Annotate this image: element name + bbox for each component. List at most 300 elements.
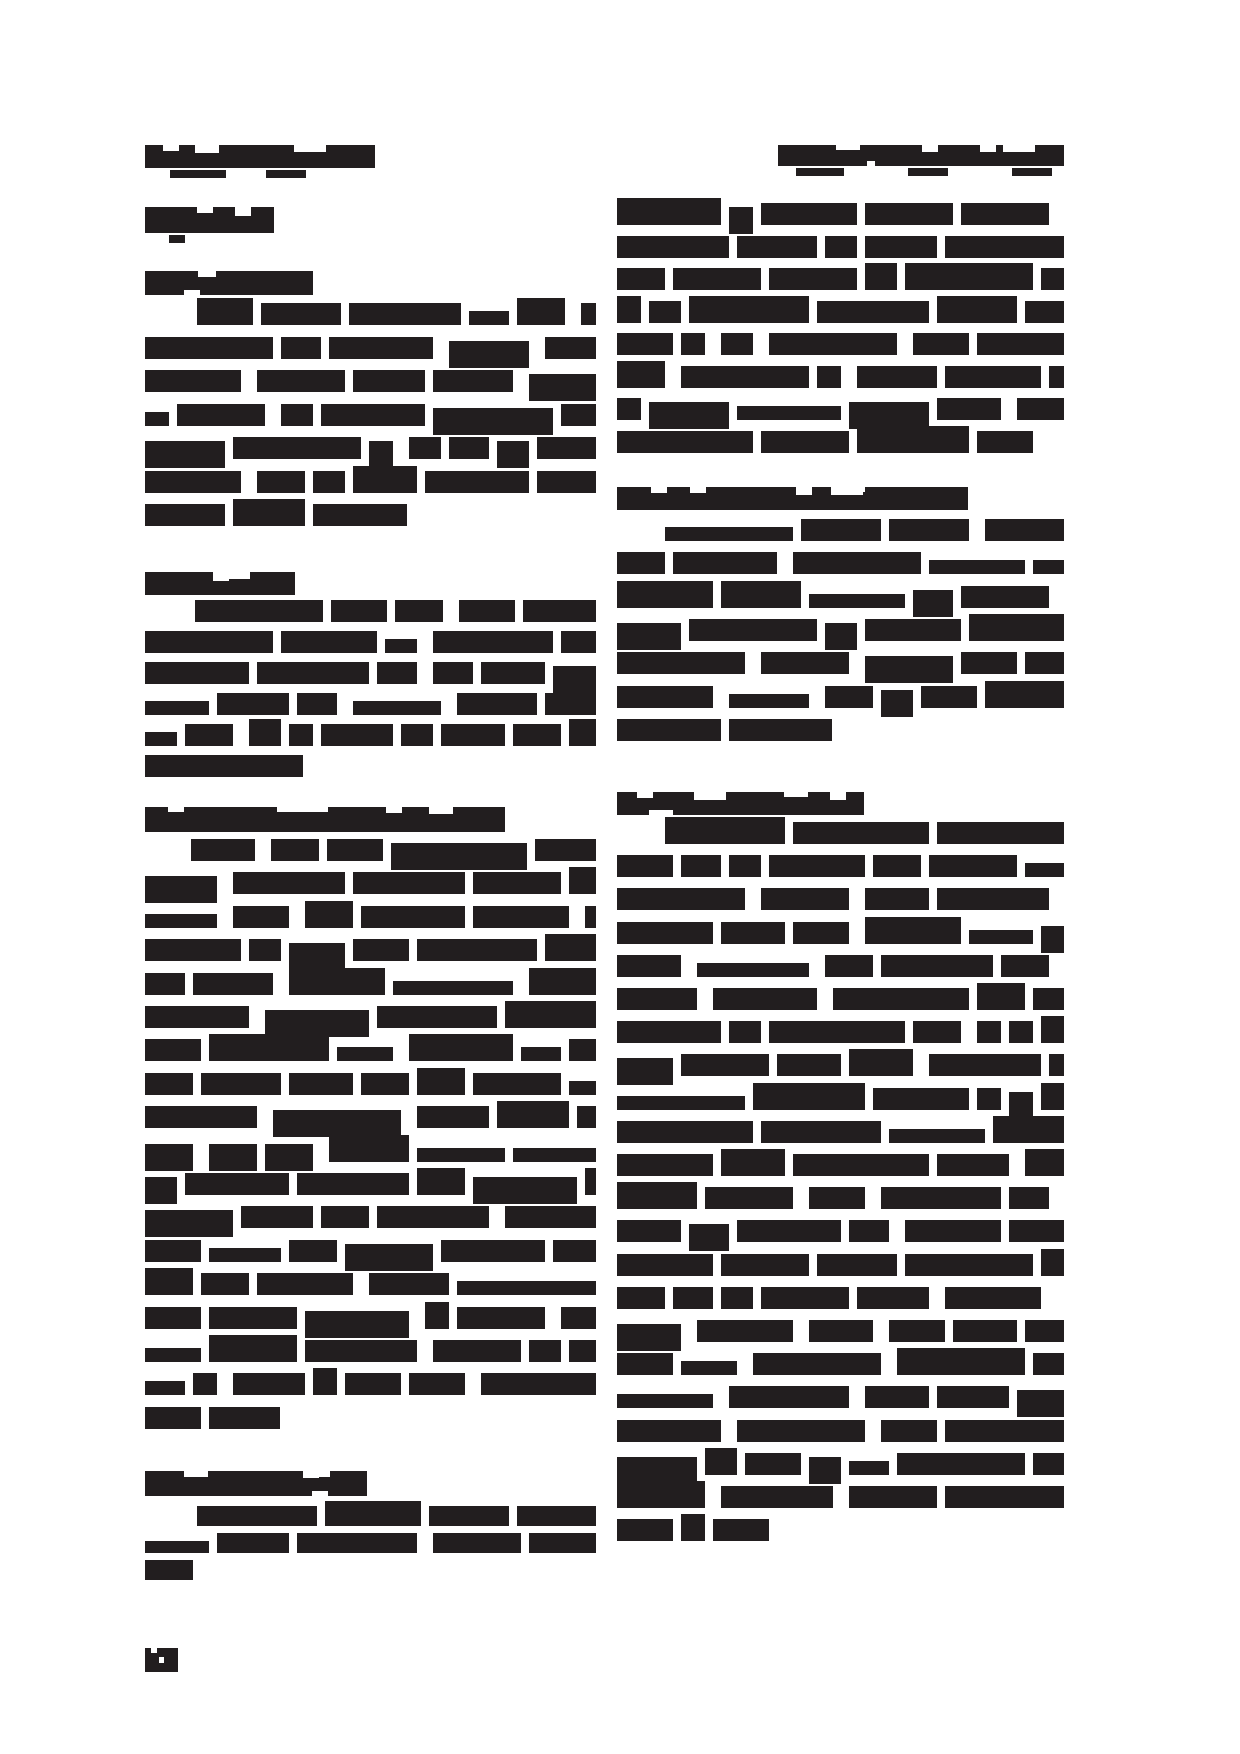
mosaic-ink-segment [617, 855, 673, 877]
mosaic-ink-segment [745, 1453, 801, 1475]
mosaic-ink-segment [617, 398, 641, 420]
heading-notch [637, 792, 653, 798]
mosaic-ink-segment [705, 1448, 737, 1475]
mosaic-ink-segment [897, 1348, 1025, 1375]
mosaic-ink-segment [681, 366, 809, 388]
mosaic-ink-segment [305, 901, 353, 928]
mosaic-ink-segment [401, 724, 433, 746]
mosaic-ink-segment [689, 1224, 729, 1251]
mosaic-ink-segment [535, 839, 596, 861]
mosaic-ink-segment [417, 939, 537, 961]
mosaic-ink-segment [201, 1273, 249, 1295]
mosaic-ink-segment [257, 370, 345, 392]
mosaic-ink-segment [617, 581, 713, 608]
mosaic-ink-segment [977, 983, 1025, 1010]
mosaic-ink-segment [145, 1307, 201, 1329]
mosaic-ink-segment [705, 1187, 793, 1209]
mosaic-ink-segment [617, 333, 673, 355]
mosaic-ink-segment [673, 268, 761, 290]
paragraph-1-right-line [617, 203, 1064, 225]
paragraph-1-right-line [617, 366, 1064, 388]
mosaic-ink-segment [369, 441, 393, 468]
mosaic-ink-segment [617, 652, 745, 674]
mosaic-ink-segment [417, 1068, 465, 1095]
mosaic-ink-segment [905, 1220, 1001, 1242]
mosaic-ink-segment [617, 1457, 697, 1484]
heading-notch [784, 792, 808, 797]
mosaic-ink-segment [195, 600, 323, 622]
mosaic-ink-segment [825, 955, 873, 977]
mosaic-ink-segment [937, 888, 1049, 910]
mosaic-ink-segment [369, 1273, 449, 1295]
heading-notch [980, 145, 996, 152]
mosaic-ink-segment [145, 441, 225, 468]
mosaic-ink-segment [585, 1168, 596, 1195]
mosaic-ink-segment [617, 1287, 665, 1309]
mosaic-ink-segment [433, 408, 553, 435]
mosaic-ink-segment [353, 872, 465, 894]
paragraph-1-right-line [617, 333, 1064, 355]
mosaic-ink-segment [257, 471, 305, 493]
mosaic-ink-segment [617, 1058, 673, 1085]
mosaic-ink-segment [929, 560, 1025, 574]
mosaic-ink-segment [417, 1168, 465, 1195]
mosaic-ink-segment [977, 1088, 1001, 1110]
heading-notch [1003, 145, 1035, 152]
paragraph-2-right-line [617, 552, 1064, 574]
mosaic-ink-segment [809, 1187, 865, 1209]
mosaic-ink-segment [265, 1144, 313, 1171]
mosaic-ink-segment [889, 1129, 985, 1143]
mosaic-ink-segment [937, 296, 1017, 323]
mosaic-ink-segment [753, 1083, 865, 1110]
mosaic-ink-segment [265, 1010, 369, 1037]
mosaic-ink-segment [201, 1073, 281, 1095]
mosaic-ink-segment [1041, 1249, 1064, 1276]
mosaic-ink-segment [331, 600, 387, 622]
mosaic-ink-segment [433, 662, 473, 684]
mosaic-ink-segment [873, 1088, 969, 1110]
mosaic-ink-segment [849, 1049, 913, 1076]
mosaic-ink-segment [281, 631, 377, 653]
mosaic-ink-segment [505, 1206, 596, 1228]
mosaic-ink-segment [377, 1006, 497, 1028]
mosaic-ink-segment [721, 922, 785, 944]
mosaic-ink-segment [1009, 1220, 1064, 1242]
mosaic-ink-segment [433, 370, 513, 392]
mosaic-ink-segment [913, 1021, 961, 1043]
mosaic-ink-segment [833, 988, 969, 1010]
mosaic-ink-segment [505, 1001, 596, 1028]
mosaic-ink-segment [145, 662, 249, 684]
mosaic-ink-segment [353, 466, 417, 493]
heading-notch [694, 792, 726, 800]
mosaic-ink-segment [849, 402, 929, 429]
mosaic-ink-segment [177, 404, 265, 426]
mosaic-ink-segment [289, 1073, 353, 1095]
paragraph-2-right-line [617, 719, 832, 741]
mosaic-ink-segment [617, 552, 665, 574]
mosaic-ink-segment [289, 1240, 337, 1262]
mosaic-ink-segment [241, 1206, 313, 1228]
mosaic-ink-segment [271, 839, 319, 861]
descender-pixels [170, 170, 226, 178]
mosaic-ink-segment [409, 437, 441, 459]
paragraph-2-right-line [665, 519, 1064, 541]
paragraph-3-left-line [145, 1340, 596, 1362]
mosaic-ink-segment [1033, 1353, 1064, 1375]
paragraph-3-right-line [665, 822, 1064, 844]
mosaic-ink-segment [473, 906, 569, 928]
paragraph-3-left-line [145, 973, 596, 995]
mosaic-ink-segment [617, 1394, 713, 1408]
mosaic-ink-segment [1041, 1016, 1064, 1043]
mosaic-ink-segment [561, 404, 596, 426]
mosaic-ink-segment [1009, 1021, 1033, 1043]
mosaic-ink-segment [825, 623, 857, 650]
mosaic-ink-segment [913, 590, 953, 617]
paragraph-3-left-line [145, 1206, 596, 1228]
mosaic-ink-segment [617, 1096, 745, 1110]
mosaic-ink-segment [209, 1335, 297, 1362]
mosaic-ink-segment [377, 662, 417, 684]
mosaic-ink-segment [945, 236, 1064, 258]
mosaic-ink-segment [345, 1373, 401, 1395]
descender-pixels [796, 168, 844, 176]
mosaic-ink-segment [409, 1034, 513, 1061]
mosaic-ink-segment [249, 939, 281, 961]
mosaic-ink-segment [665, 817, 785, 844]
mosaic-ink-segment [793, 1154, 929, 1176]
heading-notch [168, 807, 184, 812]
mosaic-ink-segment [889, 1320, 945, 1342]
mosaic-ink-segment [985, 681, 1064, 708]
paragraph-1-left-line [145, 504, 407, 526]
mosaic-ink-segment [517, 298, 565, 325]
mosaic-ink-segment [865, 1386, 929, 1408]
heading-notch [235, 207, 251, 216]
mosaic-ink-segment [993, 1116, 1064, 1143]
paragraph-4-left-line [145, 1533, 596, 1553]
mosaic-ink-segment [617, 1220, 681, 1242]
mosaic-ink-segment [945, 1420, 1064, 1442]
mosaic-ink-segment [881, 1187, 1001, 1209]
mosaic-ink-segment [257, 1273, 353, 1295]
mosaic-ink-segment [233, 499, 305, 526]
mosaic-ink-segment [681, 1514, 705, 1541]
mosaic-ink-segment [145, 1268, 193, 1295]
mosaic-ink-segment [385, 639, 417, 653]
mosaic-ink-segment [849, 1461, 889, 1475]
mosaic-ink-segment [1049, 366, 1064, 388]
paragraph-2-left-line [145, 724, 596, 746]
mosaic-ink-segment [517, 1506, 596, 1526]
paragraph-3-right-line [617, 1088, 1064, 1110]
mosaic-ink-segment [349, 303, 461, 325]
paragraph-3-left-line [145, 1273, 596, 1295]
mosaic-ink-segment [329, 1135, 409, 1162]
paragraph-3-right-line [617, 1021, 1064, 1043]
mosaic-ink-segment [1041, 1083, 1064, 1110]
paragraph-3-right-line [617, 1486, 1064, 1508]
mosaic-ink-segment [145, 732, 177, 746]
mosaic-ink-segment [1009, 1187, 1049, 1209]
mosaic-ink-segment [729, 207, 753, 234]
mosaic-ink-segment [617, 623, 681, 650]
mosaic-ink-segment [313, 504, 407, 526]
mosaic-ink-segment [961, 203, 1049, 225]
mosaic-ink-segment [961, 652, 1017, 674]
mosaic-ink-segment [145, 1177, 177, 1204]
mosaic-ink-segment [433, 1533, 521, 1553]
mosaic-ink-segment [569, 719, 596, 746]
paragraph-3-left-line [145, 1373, 596, 1395]
mosaic-ink-segment [737, 406, 841, 420]
mosaic-ink-segment [209, 1144, 257, 1171]
mosaic-ink-segment [473, 872, 561, 894]
mosaic-ink-segment [905, 263, 1033, 290]
descender-pixels [266, 170, 306, 178]
mosaic-ink-segment [969, 614, 1064, 641]
mosaic-ink-segment [849, 1220, 889, 1242]
mosaic-ink-segment [729, 1021, 761, 1043]
heading-notch [184, 1471, 208, 1477]
mosaic-ink-segment [665, 527, 793, 541]
mosaic-ink-segment [849, 1486, 937, 1508]
mosaic-ink-segment [673, 1287, 713, 1309]
mosaic-ink-segment [217, 1533, 289, 1553]
mosaic-ink-segment [617, 431, 753, 453]
mosaic-ink-segment [1001, 955, 1049, 977]
paragraph-3-left-line [145, 939, 596, 961]
mosaic-ink-segment [191, 839, 255, 861]
mosaic-ink-segment [297, 1173, 409, 1195]
mosaic-ink-segment [257, 662, 369, 684]
mosaic-ink-segment [449, 437, 489, 459]
mosaic-ink-segment [145, 939, 241, 961]
mosaic-ink-segment [273, 1110, 401, 1137]
mosaic-ink-segment [865, 203, 953, 225]
paragraph-2-right-line [617, 686, 1064, 708]
mosaic-ink-segment [617, 888, 745, 910]
mosaic-ink-segment [469, 311, 509, 325]
mosaic-ink-segment [145, 471, 241, 493]
mosaic-ink-segment [929, 1054, 1041, 1076]
mosaic-ink-segment [617, 1254, 713, 1276]
mosaic-ink-segment [617, 1481, 705, 1508]
mosaic-ink-segment [529, 1340, 561, 1362]
mosaic-ink-segment [289, 943, 345, 970]
paragraph-3-right-line [617, 1386, 1064, 1408]
mosaic-ink-segment [921, 686, 977, 708]
mosaic-ink-segment [425, 1302, 449, 1329]
mosaic-ink-segment [753, 1353, 881, 1375]
mosaic-ink-segment [457, 1281, 596, 1295]
mosaic-ink-segment [649, 301, 681, 323]
mosaic-ink-segment [961, 586, 1049, 608]
mosaic-ink-segment [313, 471, 345, 493]
mosaic-ink-segment [345, 1244, 433, 1271]
mosaic-ink-segment [793, 922, 849, 944]
paragraph-1-right-line [617, 301, 1064, 323]
mosaic-ink-segment [1025, 863, 1064, 877]
mosaic-ink-segment [729, 719, 832, 741]
paragraph-1-right-line [617, 268, 1064, 290]
mosaic-ink-segment [865, 888, 929, 910]
heading-notch [163, 145, 179, 151]
mosaic-ink-segment [881, 690, 913, 717]
paragraph-3-right-line [617, 1121, 1064, 1143]
mosaic-ink-segment [353, 701, 441, 715]
paragraph-1-left-line [145, 337, 596, 359]
mosaic-ink-segment [729, 855, 761, 877]
heading-notch [830, 792, 846, 800]
paragraph-3-right-line [617, 1453, 1064, 1475]
heading-notch [294, 145, 326, 152]
mosaic-ink-segment [617, 296, 641, 323]
mosaic-ink-segment [617, 1121, 753, 1143]
mosaic-ink-segment [217, 693, 289, 715]
mosaic-ink-segment [713, 988, 817, 1010]
mosaic-ink-segment [145, 1144, 193, 1171]
heading-notch [649, 810, 673, 815]
mosaic-ink-segment [145, 1348, 201, 1362]
descender-pixels [1012, 168, 1052, 176]
mosaic-ink-segment [769, 1021, 905, 1043]
mosaic-ink-segment [825, 686, 873, 708]
mosaic-ink-segment [721, 333, 753, 355]
mosaic-ink-segment [329, 337, 433, 359]
mosaic-ink-segment [193, 973, 273, 995]
paragraph-1-left-line [145, 471, 596, 493]
mosaic-ink-segment [617, 955, 681, 977]
mosaic-ink-segment [737, 236, 817, 258]
mosaic-ink-segment [801, 519, 881, 541]
mosaic-ink-segment [145, 1541, 209, 1553]
mosaic-ink-segment [865, 656, 953, 683]
subheading-4-left-bar [145, 1471, 367, 1496]
mosaic-ink-segment [289, 968, 385, 995]
mosaic-ink-segment [513, 724, 561, 746]
mosaic-ink-segment [689, 619, 817, 641]
mosaic-ink-segment [761, 888, 849, 910]
paragraph-3-left-line [145, 1240, 596, 1262]
mosaic-ink-segment [145, 504, 225, 526]
mosaic-ink-segment [865, 236, 937, 258]
mosaic-ink-segment [193, 1373, 217, 1395]
mosaic-ink-segment [249, 719, 281, 746]
mosaic-ink-segment [1033, 1453, 1064, 1475]
mosaic-ink-segment [769, 855, 865, 877]
heading-notch [197, 207, 213, 213]
mosaic-ink-segment [673, 552, 777, 574]
mosaic-ink-segment [617, 361, 665, 388]
mosaic-ink-segment [313, 1368, 337, 1395]
mosaic-ink-segment [1017, 1390, 1064, 1417]
paragraph-1-left-line [197, 303, 596, 325]
heading-notch [429, 807, 453, 814]
mosaic-ink-segment [145, 631, 273, 653]
mosaic-ink-segment [697, 963, 809, 977]
mosaic-ink-segment [353, 370, 425, 392]
mosaic-ink-segment [545, 934, 596, 961]
mosaic-ink-segment [1025, 1320, 1064, 1342]
mosaic-ink-segment [945, 1287, 1041, 1309]
mosaic-ink-segment [1009, 1092, 1033, 1119]
mosaic-ink-segment [297, 1533, 417, 1553]
mosaic-ink-segment [985, 519, 1064, 541]
mosaic-ink-segment [1041, 268, 1064, 290]
mosaic-ink-segment [721, 581, 801, 608]
mosaic-ink-segment [481, 1373, 596, 1395]
mosaic-ink-segment [459, 600, 515, 622]
mosaic-ink-segment [145, 370, 241, 392]
mosaic-ink-segment [681, 1361, 737, 1375]
mosaic-ink-segment [937, 1386, 1009, 1408]
mosaic-ink-segment [929, 855, 1017, 877]
mosaic-ink-segment [425, 471, 529, 493]
mosaic-ink-segment [617, 1154, 713, 1176]
mosaic-ink-segment [817, 366, 841, 388]
mosaic-ink-segment [865, 619, 961, 641]
mosaic-ink-segment [713, 1519, 769, 1541]
heading-notch [651, 487, 667, 493]
mosaic-ink-segment [581, 303, 596, 325]
paragraph-2-left-line [145, 693, 596, 715]
mosaic-ink-segment [281, 337, 321, 359]
paragraph-3-right-line [617, 1187, 1064, 1209]
mosaic-ink-segment [497, 441, 529, 468]
mosaic-ink-segment [521, 1047, 561, 1061]
mosaic-ink-segment [185, 1173, 289, 1195]
mosaic-ink-segment [969, 930, 1033, 944]
mosaic-ink-segment [391, 843, 527, 870]
mosaic-ink-segment [145, 1006, 249, 1028]
mosaic-ink-segment [889, 519, 969, 541]
mosaic-ink-segment [497, 1101, 569, 1128]
descender-pixels [908, 168, 948, 176]
mosaic-ink-segment [617, 236, 729, 258]
descender-pixels [169, 235, 185, 243]
page-number-notch [151, 1648, 157, 1653]
mosaic-ink-segment [937, 398, 1001, 420]
mosaic-ink-segment [561, 1307, 596, 1329]
paragraph-3-right-line [617, 955, 1064, 977]
mosaic-ink-segment [449, 341, 529, 368]
paragraph-3-right-line [617, 988, 1064, 1010]
mosaic-ink-segment [809, 1320, 873, 1342]
mosaic-ink-segment [145, 1240, 201, 1262]
mosaic-ink-segment [977, 431, 1033, 453]
mosaic-ink-segment [353, 939, 409, 961]
mosaic-ink-segment [761, 1121, 881, 1143]
mosaic-ink-segment [145, 1039, 201, 1061]
mosaic-ink-segment [905, 1254, 1033, 1276]
mosaic-ink-segment [209, 1248, 281, 1262]
mosaic-ink-segment [561, 631, 596, 653]
paragraph-3-right-line [617, 922, 1064, 944]
mosaic-ink-segment [1017, 398, 1064, 420]
mosaic-ink-segment [617, 686, 713, 708]
heading-notch [213, 572, 229, 581]
mosaic-ink-segment [617, 1182, 697, 1209]
mosaic-ink-segment [977, 333, 1064, 355]
mosaic-ink-segment [377, 1206, 489, 1228]
mosaic-ink-segment [409, 1373, 465, 1395]
mosaic-ink-segment [865, 917, 961, 944]
heading-notch [831, 487, 863, 495]
mosaic-ink-segment [233, 437, 361, 459]
